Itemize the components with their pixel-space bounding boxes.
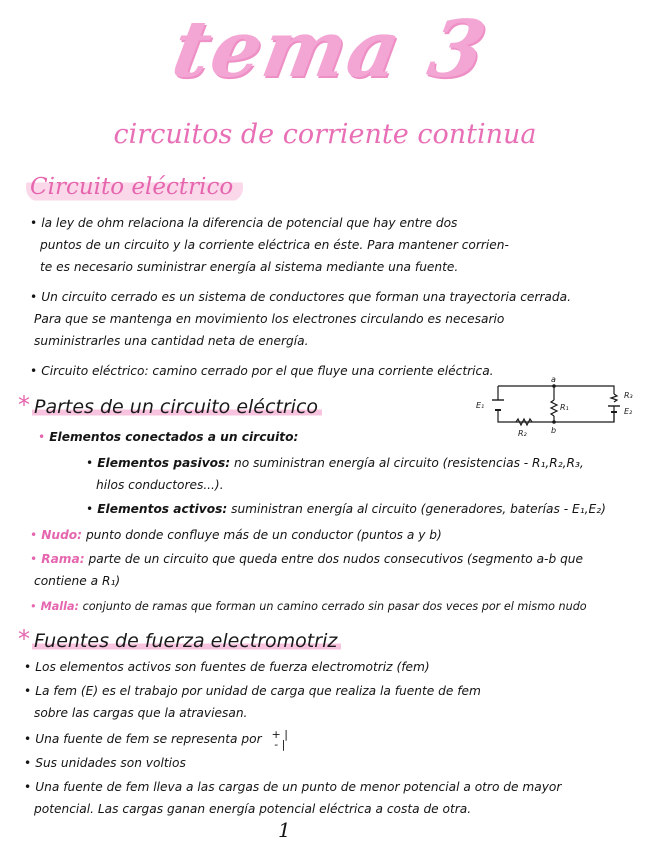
definicion-rama: • Rama: parte de un circuito que queda entre dos nudos consecutivos (segmento a-b que contiene a R₁) (30, 548, 650, 592)
fuentes-l1: • Los elementos activos son fuentes de fuerza electromotriz (fem) (24, 660, 430, 674)
label-node-b: b (551, 426, 557, 435)
definicion-nudo: • Nudo: punto donde confluye más de un conductor (puntos a y b) (30, 528, 442, 542)
label-r2: R₂ (518, 429, 527, 438)
text-line: la ley de ohm relaciona la diferencia de potencial que hay entre dos (41, 216, 458, 230)
fem-symbol-plus: + | (271, 727, 288, 741)
text-line: Una fuente de fem se representa por (35, 732, 262, 746)
text-line: Elementos conectados a un circuito: (49, 430, 299, 444)
label-e1: E₁ (476, 401, 485, 410)
text-line: Sus unidades son voltios (35, 756, 186, 770)
paragraph-definicion-circuito: • Circuito eléctrico: camino cerrado por el que fluye una corriente eléctrica. (30, 364, 494, 378)
page-title: tema 3 (165, 4, 495, 95)
term-label: Nudo: (41, 528, 83, 542)
text-line: Circuito eléctrico: camino cerrado por el que fluye una corriente eléctrica. (41, 364, 494, 378)
term-label: Elementos activos: (97, 502, 228, 516)
text-line: parte de un circuito que queda entre dos nudos consecutivos (segmento a-b que (88, 552, 584, 566)
fuentes-l3: • Una fuente de fem se representa por + | - | (24, 727, 288, 751)
star-icon: * (18, 391, 30, 419)
circuit-diagram (468, 376, 644, 446)
text-line: Un circuito cerrado es un sistema de conductores que forman una trayectoria cerrada. (41, 290, 571, 304)
elementos-conectados: • Elementos conectados a un circuito: (38, 430, 299, 444)
section-heading-circuito: Circuito eléctrico (26, 172, 243, 202)
text-line: Los elementos activos son fuentes de fuerza electromotriz (fem) (35, 660, 430, 674)
text-line: contiene a R₁) (34, 574, 121, 588)
node-a-dot (552, 384, 556, 388)
term-label: Malla: (40, 600, 79, 613)
star-icon: * (18, 625, 30, 653)
paragraph-circuito-cerrado: • Un circuito cerrado es un sistema de conductores que forman una trayectoria cerrada. Para que se mantenga en movimiento los electrones circulando es necesario suministrarles una cantidad neta de energía. (30, 286, 650, 352)
term-label: Rama: (41, 552, 85, 566)
fem-symbol (271, 727, 288, 751)
text-line: sobre las cargas que la atraviesan. (34, 706, 248, 720)
label-r1: R₁ (560, 403, 569, 412)
page-number: 1 (278, 818, 291, 842)
text-line: suministran energía al circuito (generadores, baterías - E₁,E₂) (231, 502, 606, 516)
text-line: no suministran energía al circuito (resistencias - R₁,R₂,R₃, (234, 456, 584, 470)
fuentes-l5: • Una fuente de fem lleva a las cargas de un punto de menor potencial a otro de mayor potencial. Las cargas ganan energía potencial eléctrica a costa de otra. (24, 776, 650, 820)
label-node-a: a (551, 376, 556, 384)
text-line: hilos conductores...). (96, 478, 224, 492)
text-line: conjunto de ramas que forman un camino cerrado sin pasar dos veces por el mismo nudo (82, 600, 587, 613)
text-line: La fem (E) es el trabajo por unidad de carga que realiza la fuente de fem (35, 684, 481, 698)
section-heading-text: Fuentes de fuerza electromotriz (32, 630, 341, 652)
text-line: potencial. Las cargas ganan energía potencial eléctrica a costa de otra. (34, 802, 472, 816)
section-heading-fuentes (18, 626, 341, 654)
term-label: Elementos pasivos: (97, 456, 231, 470)
text-line: punto donde confluye más de un conductor (puntos a y b) (85, 528, 442, 542)
elementos-activos: • Elementos activos: suministran energía al circuito (generadores, baterías - E₁,E₂) (86, 502, 606, 516)
definicion-malla: • Malla: conjunto de ramas que forman un camino cerrado sin pasar dos veces por el mismo nudo (30, 600, 587, 613)
text-line: suministrarles una cantidad neta de energía. (34, 334, 309, 348)
node-b-dot (552, 420, 556, 424)
text-line: te es necesario suministrar energía al sistema mediante una fuente. (40, 260, 459, 274)
text-line: puntos de un circuito y la corriente eléctrica en éste. Para mantener corrien- (40, 238, 509, 252)
label-e2: E₂ (624, 407, 633, 416)
page-subtitle: circuitos de corriente continua (113, 119, 537, 150)
text-line: Para que se mantenga en movimiento los electrones circulando es necesario (34, 312, 505, 326)
section-heading-text: Partes de un circuito eléctrico (32, 396, 322, 418)
elementos-pasivos: • Elementos pasivos: no suministran energía al circuito (resistencias - R₁,R₂,R₃, hilos conductores...). (86, 452, 646, 496)
fuentes-l4: • Sus unidades son voltios (24, 756, 186, 770)
text-line: Una fuente de fem lleva a las cargas de un punto de menor potencial a otro de mayor (35, 780, 562, 794)
label-r3: R₃ (624, 391, 633, 400)
section-heading-partes (18, 392, 322, 420)
paragraph-ley-ohm: • la ley de ohm relaciona la diferencia de potencial que hay entre dos puntos de un circuito y la corriente eléctrica en éste. Para mantener corrien- te es necesario suministrar energía al sistema mediante una fuente. (30, 212, 640, 278)
fuentes-l2: • La fem (E) es el trabajo por unidad de carga que realiza la fuente de fem sobre las cargas que la atraviesan. (24, 680, 644, 724)
fem-symbol-minus: - | (274, 737, 286, 751)
